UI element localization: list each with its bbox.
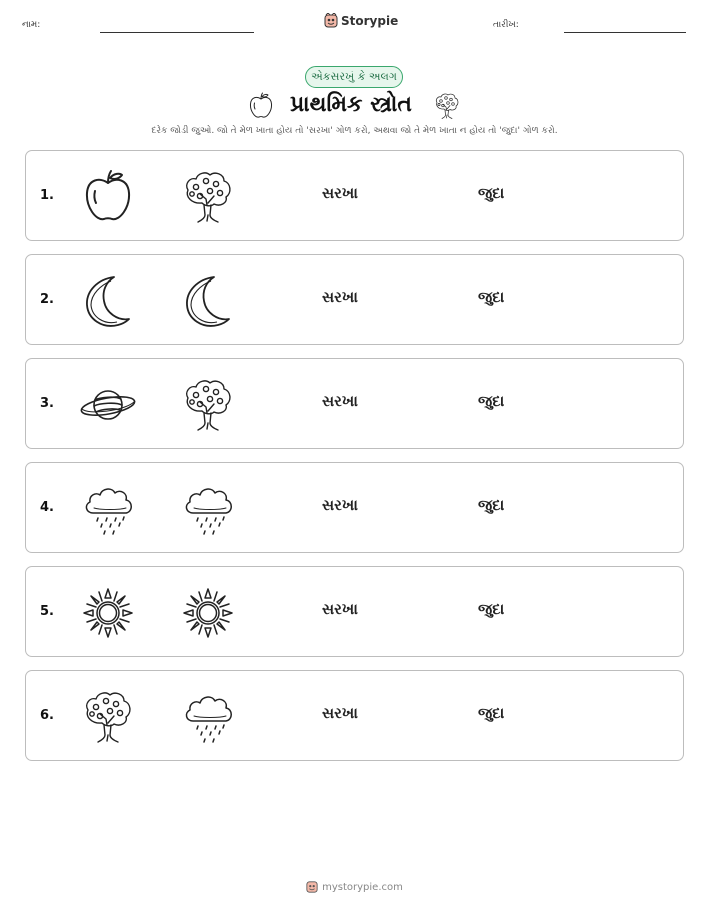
question-number: 3. xyxy=(40,396,54,411)
same-option[interactable]: સરખા xyxy=(322,496,358,514)
topic-tag: એકસરખું કે અલગ xyxy=(305,66,403,88)
different-option[interactable]: જુદા xyxy=(478,704,505,722)
tree-icon xyxy=(433,91,461,121)
different-option[interactable]: જુદા xyxy=(478,288,505,306)
storypie-mascot-icon xyxy=(306,880,318,894)
question-number: 4. xyxy=(40,500,54,515)
rain-cloud-icon xyxy=(80,481,136,537)
different-option[interactable]: જુદા xyxy=(478,496,505,514)
tree-icon xyxy=(180,377,236,433)
title-row xyxy=(0,90,709,122)
same-option[interactable]: સરખા xyxy=(322,288,358,306)
moon-icon xyxy=(180,273,236,329)
rain-cloud-icon xyxy=(180,481,236,537)
question-row xyxy=(25,254,684,345)
same-option[interactable]: સરખા xyxy=(322,600,358,618)
question-number: 5. xyxy=(40,604,54,619)
brand-name: Storypie xyxy=(341,14,399,28)
same-option[interactable]: સરખા xyxy=(322,392,358,410)
question-number: 2. xyxy=(40,292,54,307)
tree-icon xyxy=(80,689,136,745)
brand-logo xyxy=(324,13,398,29)
storypie-mascot-icon xyxy=(324,13,338,29)
different-option[interactable]: જુદા xyxy=(478,184,505,202)
moon-icon xyxy=(80,273,136,329)
same-option[interactable]: સરખા xyxy=(322,704,358,722)
different-option[interactable]: જુદા xyxy=(478,392,505,410)
name-label: નામ: xyxy=(22,20,41,30)
apple-icon xyxy=(247,91,275,121)
sun-icon xyxy=(180,585,236,641)
tree-icon xyxy=(180,169,236,225)
planet-icon xyxy=(80,377,136,433)
date-label: તારીખ: xyxy=(493,20,519,30)
question-number: 6. xyxy=(40,708,54,723)
sun-icon xyxy=(80,585,136,641)
question-row xyxy=(25,462,684,553)
page-title: પ્રાથમિક સ્ત્રોત xyxy=(290,92,412,117)
footer xyxy=(0,880,709,894)
question-row xyxy=(25,670,684,761)
apple-icon xyxy=(80,169,136,225)
date-line[interactable] xyxy=(564,32,686,33)
question-row xyxy=(25,358,684,449)
footer-site: mystorypie.com xyxy=(322,881,403,893)
instructions: દરેક જોડી જુઓ. જો તે મેળ ખાતા હોય તો 'સરખા' ગોળ કરો, અથવા જો તે મેળ ખાતા ન હોય તો 'જુદા' ગોળ કરો. xyxy=(151,126,558,136)
rain-cloud-icon xyxy=(180,689,236,745)
question-number: 1. xyxy=(40,188,54,203)
name-line[interactable] xyxy=(100,32,254,33)
different-option[interactable]: જુદા xyxy=(478,600,505,618)
question-row xyxy=(25,566,684,657)
question-row xyxy=(25,150,684,241)
same-option[interactable]: સરખા xyxy=(322,184,358,202)
